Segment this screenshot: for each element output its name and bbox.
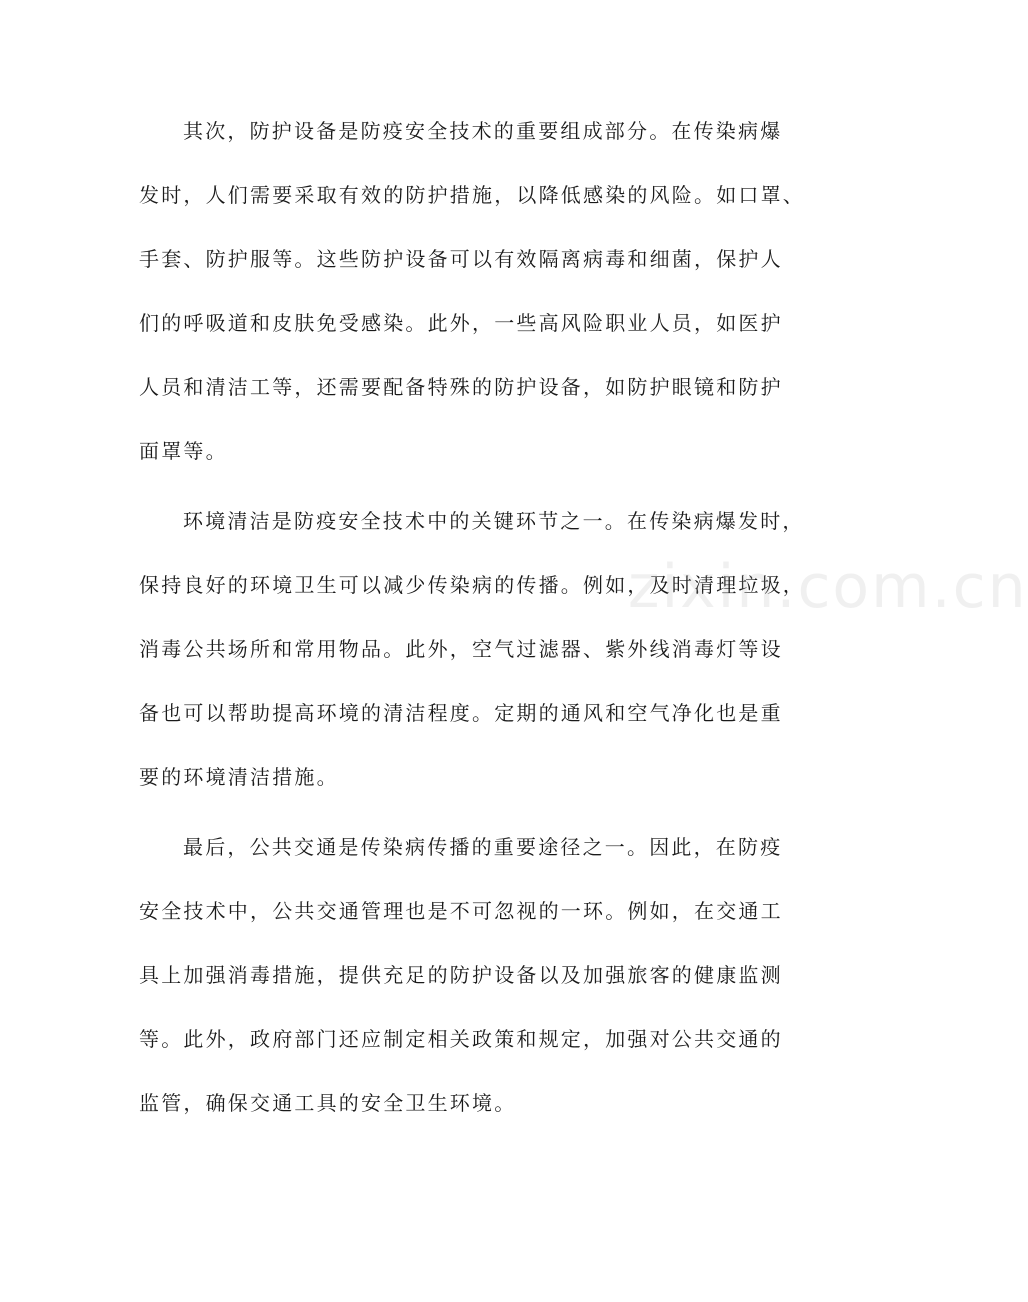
text-line: 手套、防护服等。这些防护设备可以有效隔离病毒和细菌，保护人 [139, 247, 783, 271]
text-line: 备也可以帮助提高环境的清洁程度。定期的通风和空气净化也是重 [139, 701, 783, 725]
text-line: 安全技术中，公共交通管理也是不可忽视的一环。例如，在交通工 [139, 899, 783, 923]
text-line: 发时，人们需要采取有效的防护措施，以降低感染的风险。如口罩、 [139, 183, 805, 207]
text-line: 们的呼吸道和皮肤免受感染。此外，一些高风险职业人员，如医护 [139, 311, 783, 335]
text-line: 监管，确保交通工具的安全卫生环境。 [139, 1091, 517, 1115]
text-line: 最后，公共交通是传染病传播的重要途径之一。因此，在防疫 [183, 835, 783, 859]
text-line: 保持良好的环境卫生可以减少传染病的传播。例如，及时清理垃圾， [139, 573, 805, 597]
paragraph-public-transport [139, 832, 819, 1152]
watermark: zixin.com.cn [628, 552, 1028, 622]
text-line: 等。此外，政府部门还应制定相关政策和规定，加强对公共交通的 [139, 1027, 783, 1051]
text-line: 人员和清洁工等，还需要配备特殊的防护设备，如防护眼镜和防护 [139, 375, 783, 399]
text-line: 面罩等。 [139, 439, 228, 463]
text-line: 环境清洁是防疫安全技术中的关键环节之一。在传染病爆发时， [183, 509, 805, 533]
paragraph-environment-cleaning [139, 506, 819, 826]
text-line: 具上加强消毒措施，提供充足的防护设备以及加强旅客的健康监测 [139, 963, 783, 987]
text-line: 消毒公共场所和常用物品。此外，空气过滤器、紫外线消毒灯等设 [139, 637, 783, 661]
paragraph-protective-equipment [139, 116, 819, 500]
text-line: 要的环境清洁措施。 [139, 765, 339, 789]
text-line: 其次，防护设备是防疫安全技术的重要组成部分。在传染病爆 [183, 119, 783, 143]
